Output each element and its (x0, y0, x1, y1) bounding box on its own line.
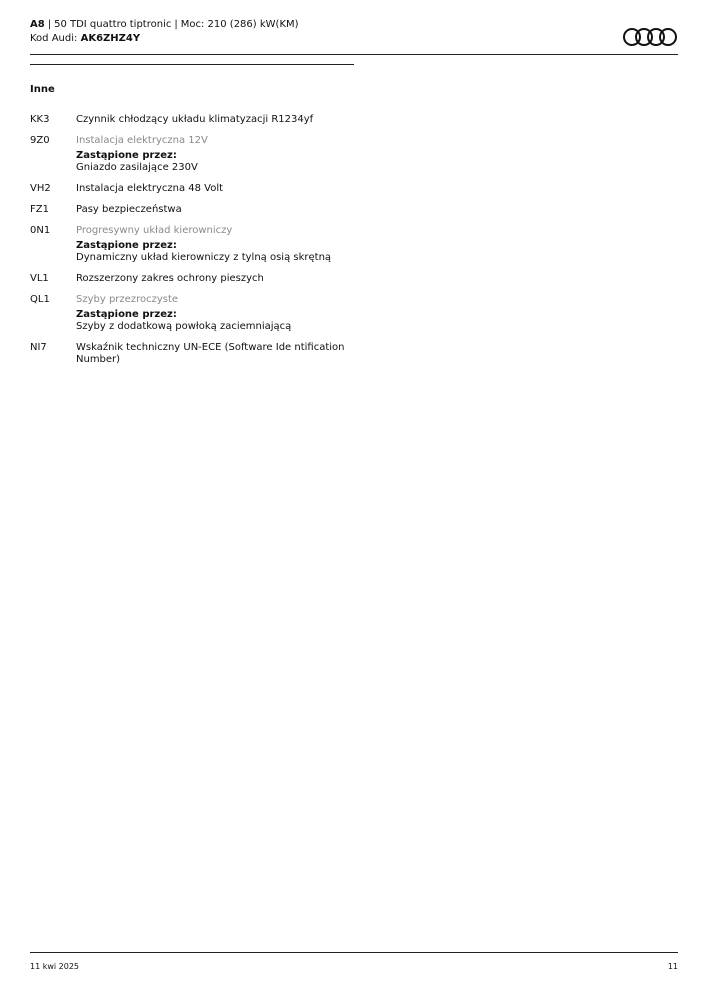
list-item (30, 225, 360, 264)
replaced-by-label: Zastąpione przez: (76, 240, 177, 251)
item-description-block (76, 183, 360, 195)
replacement-description: Szyby z dodatkową powłoką zaciemniającą (76, 321, 292, 332)
replaced-by-label: Zastąpione przez: (76, 309, 177, 320)
list-item (30, 204, 360, 216)
model-name: A8 (30, 19, 45, 30)
item-description: Szyby przezroczyste (76, 294, 179, 305)
item-description-block (76, 294, 360, 333)
item-description: Rozszerzony zakres ochrony pieszych (76, 273, 264, 284)
section-title: Inne (30, 84, 55, 95)
section-divider (30, 64, 354, 65)
list-item (30, 114, 360, 126)
item-description: Pasy bezpieczeństwa (76, 204, 182, 215)
footer-divider (30, 952, 678, 953)
footer-date: 11 kwi 2025 (30, 962, 80, 971)
vehicle-summary: A8 | 50 TDI quattro tiptronic | Moc: 210 (286) kW(KM) (30, 19, 299, 30)
item-code: 0N1 (30, 225, 51, 236)
item-code: 9Z0 (30, 135, 50, 146)
item-description-block (76, 135, 360, 174)
header-divider (30, 54, 678, 55)
equipment-list (30, 114, 360, 375)
list-item (30, 183, 360, 195)
list-item (30, 135, 360, 174)
item-description: Instalacja elektryczna 12V (76, 135, 208, 146)
list-item (30, 273, 360, 285)
item-description-block (76, 204, 360, 216)
item-description: Progresywny układ kierowniczy (76, 225, 233, 236)
engine-name: 50 TDI quattro tiptronic (54, 19, 172, 30)
list-item (30, 342, 360, 366)
page-number: 11 (667, 962, 678, 971)
item-description-block (76, 273, 360, 285)
item-description-block (76, 114, 360, 126)
page-header (30, 18, 678, 46)
item-description: Czynnik chłodzący układu klimatyzacji R1234yf (76, 114, 314, 125)
item-code: FZ1 (30, 204, 49, 215)
item-description-block (76, 225, 360, 264)
item-code: VL1 (30, 273, 49, 284)
code-label: Kod Audi: (30, 33, 78, 44)
audi-rings-logo-icon (622, 27, 678, 47)
item-description-block (76, 342, 360, 366)
item-code: NI7 (30, 342, 47, 353)
audi-code-line (30, 32, 678, 46)
item-code: QL1 (30, 294, 50, 305)
power-info: Moc: 210 (286) kW(KM) (180, 19, 299, 30)
item-code: VH2 (30, 183, 51, 194)
replacement-description: Gniazdo zasilające 230V (76, 162, 198, 173)
replaced-by-label: Zastąpione przez: (76, 150, 177, 161)
replacement-description: Dynamiczny układ kierowniczy z tylną osią skrętną (76, 252, 332, 263)
code-value: AK6ZHZ4Y (80, 33, 141, 44)
item-description: Instalacja elektryczna 48 Volt (76, 183, 224, 194)
list-item (30, 294, 360, 333)
item-code: KK3 (30, 114, 50, 125)
item-description: Wskaźnik techniczny UN-ECE (Software Ide ntification Number) (76, 342, 345, 365)
